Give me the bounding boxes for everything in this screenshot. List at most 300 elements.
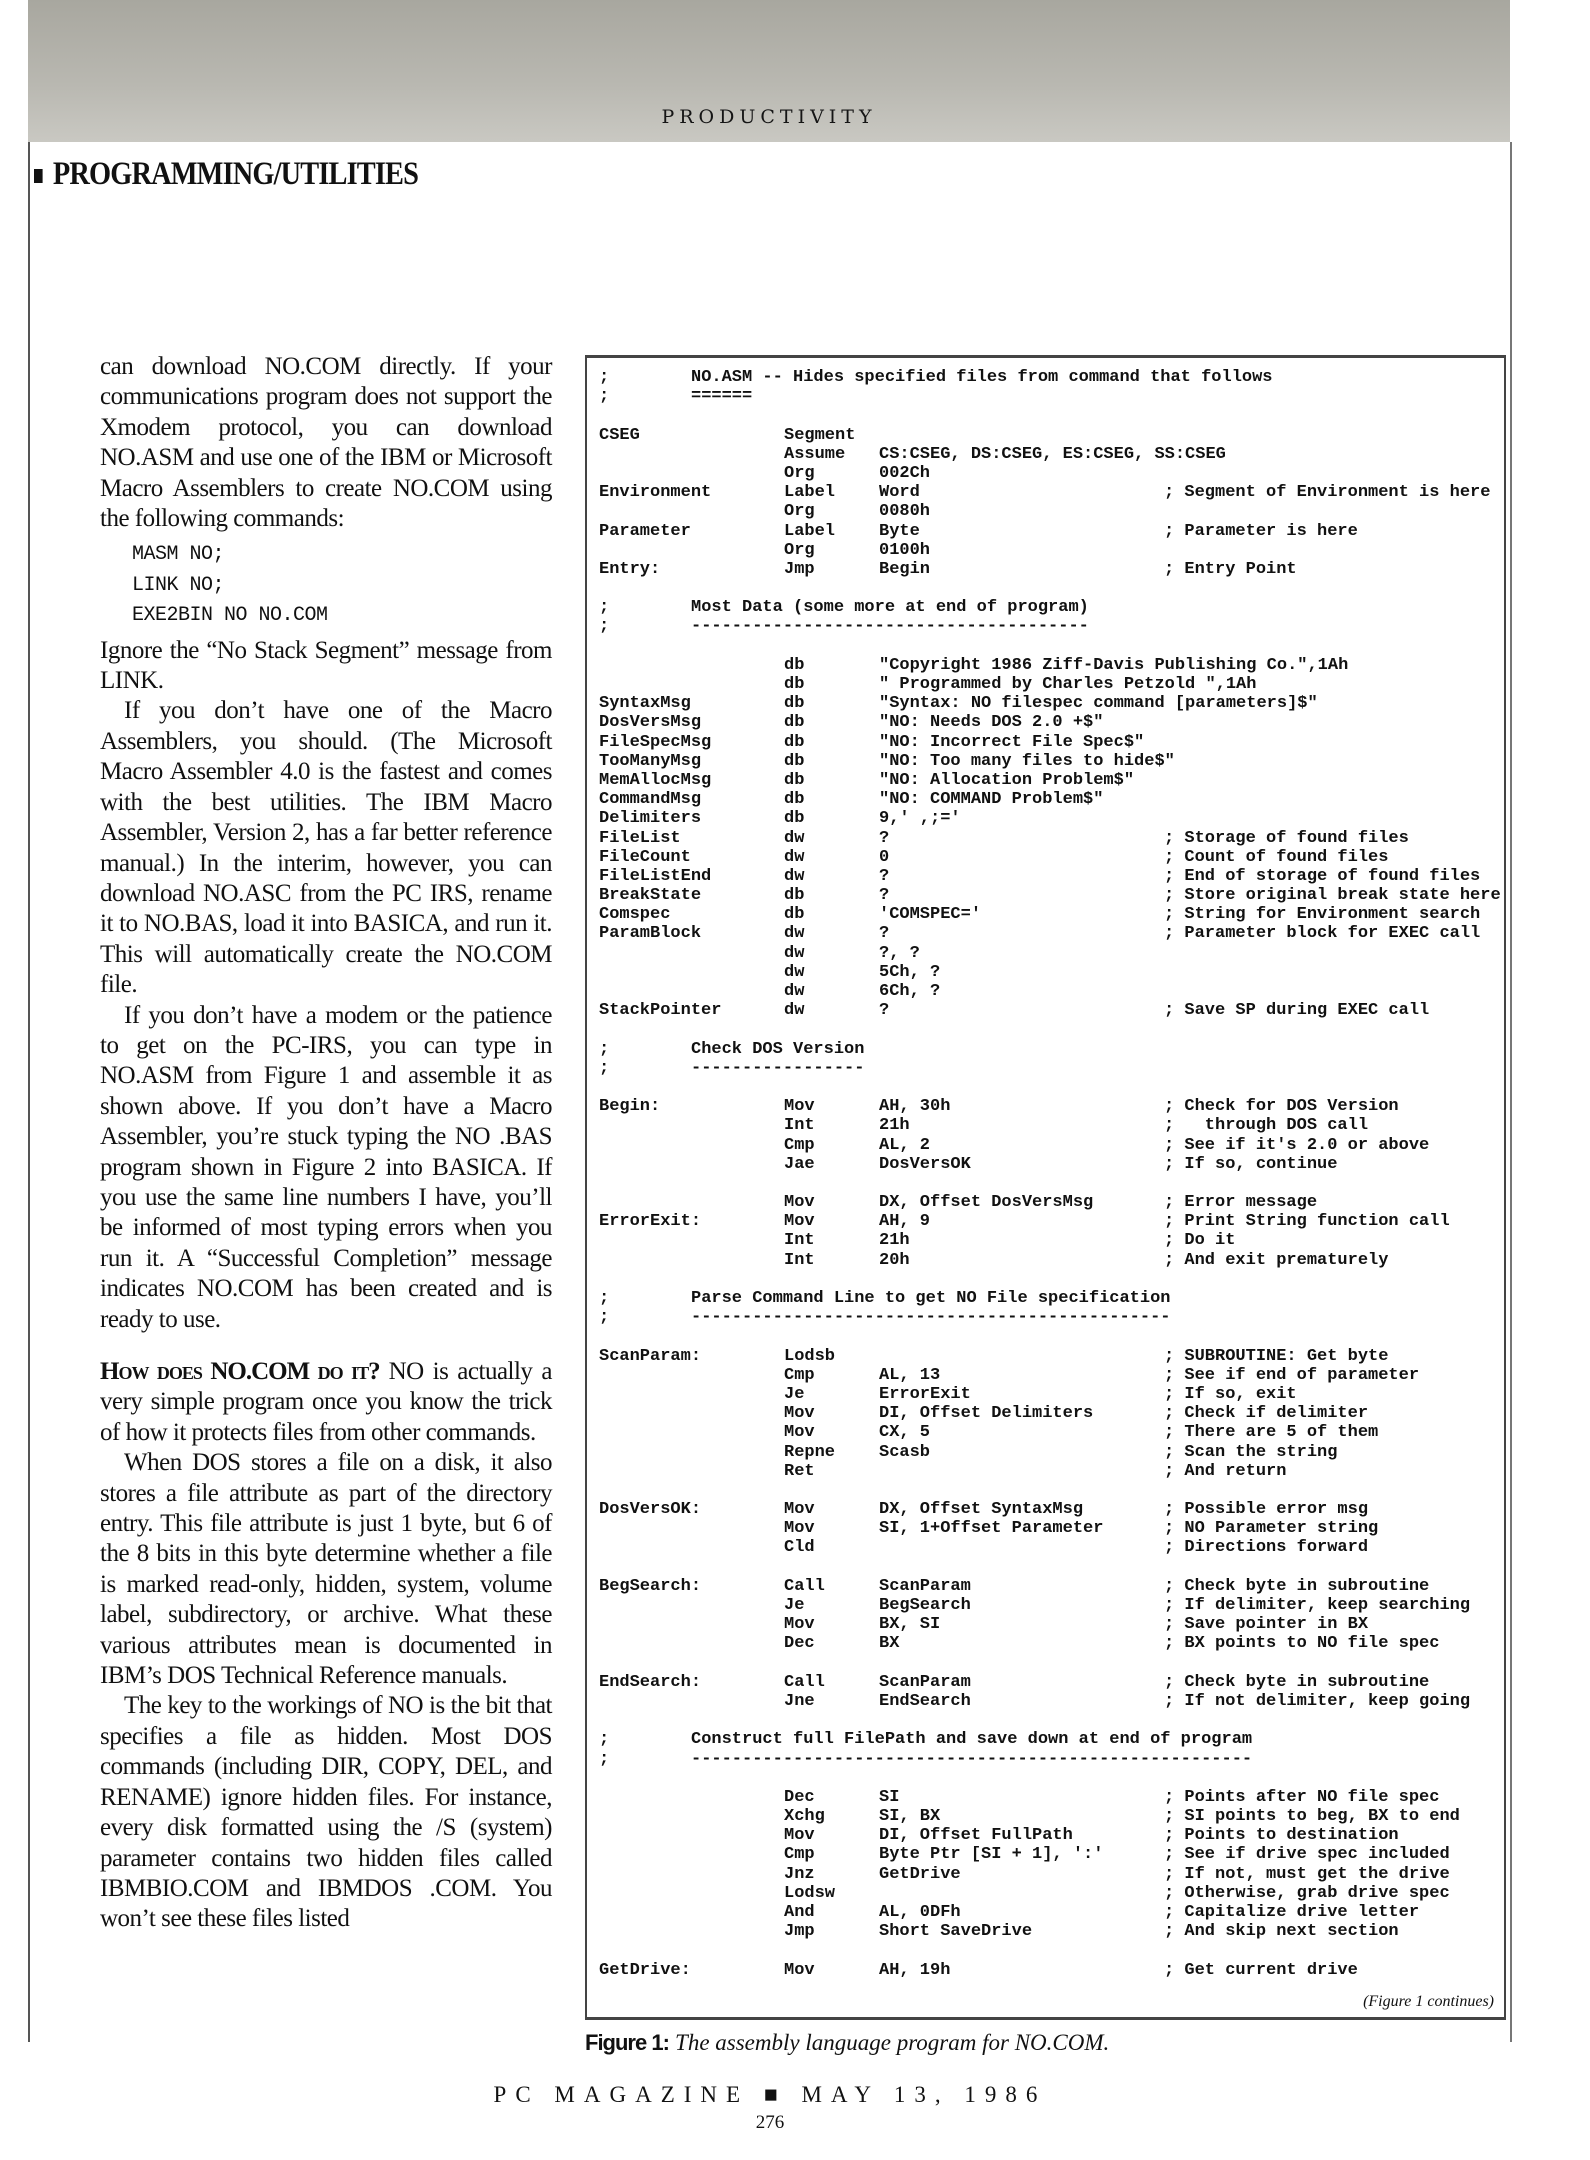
code-label: FileListEnd	[599, 866, 712, 886]
code-line	[599, 522, 1499, 541]
code-line	[599, 1020, 1499, 1039]
code-opcode: db	[784, 809, 805, 829]
code-line	[599, 1634, 1499, 1653]
code-opcode: db	[784, 675, 805, 694]
code-opcode: Cmp	[784, 1365, 815, 1385]
code-opcode: db	[784, 713, 805, 733]
code-opcode: Repne	[784, 1442, 836, 1462]
publication-footer: PC MAGAZINE ■ MAY 13, 1986	[493, 2082, 1047, 2107]
code-label: Delimiters	[599, 809, 702, 829]
code-opcode: Je	[784, 1596, 805, 1615]
code-operand: GetDrive	[879, 1864, 961, 1884]
code-section-text: ---------------------------------------	[691, 617, 1089, 637]
code-opcode: dw	[784, 847, 805, 867]
code-operand: "NO: COMMAND Problem$"	[879, 790, 1104, 810]
code-line	[599, 560, 1499, 579]
subheading: How does NO.COM do it?	[100, 1358, 380, 1385]
code-section-comment	[599, 1289, 1499, 1308]
code-line	[599, 1097, 1499, 1116]
code-label: ;	[599, 387, 610, 407]
code-opcode: Assume	[784, 444, 846, 464]
code-line	[599, 771, 1499, 790]
code-operand: 21h	[879, 1231, 910, 1251]
code-line	[599, 713, 1499, 732]
code-opcode: db	[784, 732, 805, 752]
code-comment: ; Points after NO file spec	[1164, 1787, 1440, 1807]
code-comment: ; Get current drive	[1164, 1960, 1358, 1980]
code-operand: BegSearch	[879, 1596, 971, 1615]
code-operand: SI, BX	[879, 1807, 941, 1827]
code-opcode: Mov	[784, 1826, 815, 1846]
code-operand: DosVersOK	[879, 1154, 971, 1174]
category-label: PROGRAMMING/UTILITIES	[52, 156, 419, 192]
code-opcode: Jmp	[784, 1922, 815, 1942]
code-section-comment	[599, 1308, 1499, 1327]
code-comment: ; Print String function call	[1164, 1212, 1450, 1232]
code-comment: ; End of storage of found files	[1164, 866, 1481, 886]
code-line	[599, 867, 1499, 886]
code-opcode: Mov	[784, 1423, 815, 1443]
code-operand: SI	[879, 1787, 900, 1807]
code-operand: "NO: Too many files to hide$"	[879, 751, 1175, 771]
code-operand: 'COMSPEC='	[879, 905, 982, 925]
code-line	[599, 1366, 1499, 1385]
code-line	[599, 1769, 1499, 1788]
paragraph: Ignore the “No Stack Segment” message from LINK.	[100, 636, 552, 695]
code-opcode: db	[784, 751, 805, 771]
code-section-text: Most Data (some more at end of program)	[691, 598, 1089, 618]
code-comment: ; See if it's 2.0 or above	[1164, 1135, 1430, 1155]
code-operand: DI, Offset Delimiters	[879, 1404, 1094, 1424]
code-label: GetDrive:	[599, 1960, 691, 1980]
code-operand: Short SaveDrive	[879, 1922, 1033, 1942]
code-line	[599, 1538, 1499, 1557]
code-operand: AH, 19h	[879, 1960, 951, 1980]
code-line	[599, 1116, 1499, 1135]
code-comment: ; NO Parameter string	[1164, 1519, 1379, 1539]
code-opcode: Jne	[784, 1691, 815, 1711]
figure-continues-note: (Figure 1 continues)	[1363, 1993, 1494, 2010]
code-line	[599, 656, 1499, 675]
code-label: ErrorExit:	[599, 1212, 702, 1232]
code-operand: Word	[879, 483, 920, 503]
code-operand: AL, 13	[879, 1365, 941, 1385]
code-line	[599, 1577, 1499, 1596]
code-section-comment	[599, 1730, 1499, 1749]
code-opcode: Call	[784, 1672, 825, 1692]
code-opcode: db	[784, 655, 805, 675]
code-comment: ; Do it	[1164, 1231, 1236, 1251]
code-comment: ; And exit prematurely	[1164, 1250, 1389, 1270]
code-operand: AL, 0DFh	[879, 1903, 961, 1922]
code-operand: CS:CSEG, DS:CSEG, ES:CSEG, SS:CSEG	[879, 444, 1226, 464]
code-comment: ; And skip next section	[1164, 1922, 1399, 1942]
code-operand: 21h	[879, 1116, 910, 1136]
code-opcode: Mov	[784, 1212, 815, 1232]
code-comment: ; See if drive spec included	[1164, 1845, 1450, 1865]
code-comment: ; Scan the string	[1164, 1442, 1338, 1462]
code-line	[599, 464, 1499, 483]
code-section-text: Check DOS Version	[691, 1039, 865, 1059]
code-operand: 6Ch, ?	[879, 982, 941, 1001]
paragraph: If you don’t have a modem or the patience to get on the PC-IRS, you can type in NO.ASM from Figure 1 and assemble it as shown above. If you don’t have a Macro Assembler, you’re stuck typing the NO .BAS program shown in Figure 2 into BASICA. If you use the same line numbers I have, you’ll be informed of most typing errors when you run it. A “Successful Completion” message indicates NO.COM has been created and is ready to use.	[100, 1001, 552, 1333]
code-section-comment	[599, 1750, 1499, 1769]
code-label: StackPointer	[599, 1001, 722, 1021]
code-comment: ; Count of found files	[1164, 847, 1389, 867]
code-comment: ; Possible error msg	[1164, 1500, 1369, 1520]
code-opcode: dw	[784, 828, 805, 848]
code-section-comment	[599, 617, 1499, 636]
code-line	[599, 694, 1499, 713]
code-opcode: Org	[784, 502, 815, 522]
code-line	[599, 1596, 1499, 1615]
article-column	[100, 352, 552, 1935]
code-line	[599, 502, 1499, 521]
code-line	[599, 1347, 1499, 1366]
code-opcode: db	[784, 790, 805, 810]
code-line	[599, 1615, 1499, 1634]
code-line	[599, 1884, 1499, 1903]
code-opcode: Mov	[784, 1960, 815, 1980]
category-heading	[34, 156, 418, 193]
code-line	[599, 1136, 1499, 1155]
code-operand: AL, 2	[879, 1135, 931, 1155]
code-line	[599, 1865, 1499, 1884]
code-opcode: Mov	[784, 1404, 815, 1424]
code-comment: ; Save pointer in BX	[1164, 1615, 1369, 1635]
code-operand: EndSearch	[879, 1691, 971, 1711]
code-line	[599, 886, 1499, 905]
code-line	[599, 809, 1499, 828]
code-comment: ; SUBROUTINE: Get byte	[1164, 1346, 1389, 1366]
figure-caption	[585, 2030, 1109, 2056]
code-label: BreakState	[599, 886, 702, 906]
code-line	[599, 579, 1499, 598]
code-label: DosVersMsg	[599, 713, 702, 733]
code-opcode: Xchg	[784, 1807, 825, 1827]
code-opcode: Je	[784, 1384, 805, 1404]
code-comment: ; If not, must get the drive	[1164, 1864, 1450, 1884]
code-opcode: Cmp	[784, 1845, 815, 1865]
command-list	[100, 540, 552, 631]
code-label: ;	[599, 1058, 610, 1078]
section-header-band	[28, 0, 1510, 142]
code-operand: 0100h	[879, 540, 931, 560]
code-section-text: ======	[691, 387, 753, 407]
paragraph: can download NO.COM directly. If your communications program does not support the Xmodem protocol, you can download NO.ASM and use one of the IBM or Microsoft Macro Assemblers to create NO.COM using the following commands:	[100, 353, 552, 533]
code-label: FileCount	[599, 847, 691, 867]
code-label: ;	[599, 1039, 610, 1059]
code-operand: "Copyright 1986 Ziff-Davis Publishing Co.",1Ah	[879, 655, 1349, 675]
code-opcode: Int	[784, 1231, 815, 1251]
bullet-square-icon	[34, 169, 43, 183]
code-line	[599, 426, 1499, 445]
code-line	[599, 1385, 1499, 1404]
code-operand: DI, Offset FullPath	[879, 1826, 1073, 1846]
code-opcode: dw	[784, 982, 805, 1001]
code-operand: 20h	[879, 1250, 910, 1270]
code-opcode: And	[784, 1903, 815, 1922]
code-listing-figure	[585, 355, 1506, 2020]
code-comment: ; Points to destination	[1164, 1826, 1399, 1846]
code-operand: ?	[879, 924, 890, 944]
code-line	[599, 445, 1499, 464]
code-line	[599, 406, 1499, 425]
code-line	[599, 1212, 1499, 1231]
code-opcode: Label	[784, 483, 836, 503]
code-comment: ; Parameter is here	[1164, 521, 1358, 541]
code-comment: ; Entry Point	[1164, 559, 1297, 579]
code-opcode: Org	[784, 463, 815, 483]
code-line	[599, 1155, 1499, 1174]
code-operand: BX	[879, 1634, 900, 1654]
code-opcode: Int	[784, 1250, 815, 1270]
code-line	[599, 1231, 1499, 1250]
code-line	[599, 1807, 1499, 1826]
code-line	[599, 790, 1499, 809]
code-opcode: Jnz	[784, 1864, 815, 1884]
code-comment: ; Error message	[1164, 1193, 1318, 1213]
code-opcode: Dec	[784, 1787, 815, 1807]
code-operand: AH, 9	[879, 1212, 931, 1232]
code-label: FileList	[599, 828, 681, 848]
code-operand: DX, Offset DosVersMsg	[879, 1193, 1094, 1213]
code-section-text: Parse Command Line to get NO File specification	[691, 1289, 1171, 1308]
code-operand: "NO: Incorrect File Spec$"	[879, 732, 1145, 752]
code-opcode: dw	[784, 943, 805, 963]
code-section-text: -----------------	[691, 1058, 865, 1078]
code-line	[599, 1654, 1499, 1673]
code-label: DosVersOK:	[599, 1500, 702, 1520]
code-operand: ?	[879, 866, 890, 886]
code-opcode: Call	[784, 1576, 825, 1596]
code-opcode: dw	[784, 866, 805, 886]
code-line	[599, 1270, 1499, 1289]
code-line	[599, 1903, 1499, 1922]
code-label: Entry:	[599, 559, 661, 579]
code-label: CSEG	[599, 425, 640, 445]
code-comment: ; Check byte in subroutine	[1164, 1576, 1430, 1596]
code-comment: ; Storage of found files	[1164, 828, 1409, 848]
code-section-comment	[599, 598, 1499, 617]
code-comment: ; See if end of parameter	[1164, 1365, 1420, 1385]
code-operand: DX, Offset SyntaxMsg	[879, 1500, 1084, 1520]
code-line	[599, 982, 1499, 1001]
code-line	[599, 1673, 1499, 1692]
code-line	[599, 1251, 1499, 1270]
code-operand: Byte Ptr [SI + 1], ':'	[879, 1845, 1104, 1865]
code-label: ;	[599, 1730, 610, 1750]
code-operand: Byte	[879, 521, 920, 541]
code-section-comment	[599, 1040, 1499, 1059]
code-opcode: Segment	[784, 425, 856, 445]
code-comment: ; And return	[1164, 1461, 1287, 1481]
code-operand: AH, 30h	[879, 1097, 951, 1117]
code-operand: 0	[879, 847, 890, 867]
code-comment: ; BX points to NO file spec	[1164, 1634, 1440, 1654]
code-label: ;	[599, 1289, 610, 1308]
code-operand: "NO: Allocation Problem$"	[879, 770, 1135, 790]
command: LINK NO;	[132, 573, 225, 597]
command: EXE2BIN NO NO.COM	[132, 604, 328, 628]
code-opcode: Mov	[784, 1500, 815, 1520]
code-comment: ; Parameter block for EXEC call	[1164, 924, 1481, 944]
code-label: ;	[599, 598, 610, 618]
code-comment: ; Save SP during EXEC call	[1164, 1001, 1430, 1021]
code-label: ;	[599, 1308, 610, 1328]
code-line	[599, 1826, 1499, 1845]
code-comment: ; Otherwise, grab drive spec	[1164, 1883, 1450, 1903]
code-line	[599, 675, 1499, 694]
code-line	[599, 963, 1499, 982]
subhead-paragraph	[100, 1357, 552, 1448]
code-opcode: Mov	[784, 1097, 815, 1117]
paragraph: If you don’t have one of the Macro Assemblers, you should. (The Microsoft Macro Assembler 4.0 is the fastest and comes with the best utilities. The IBM Macro Assembler, Version 2, has a far better reference manual.) In the interim, however, you can download NO.ASC from the PC IRS, rename it to NO.BAS, load it into BASICA, and run it. This will automatically create the NO.COM file.	[100, 697, 552, 999]
code-opcode: Cld	[784, 1538, 815, 1558]
code-line	[599, 1174, 1499, 1193]
code-label: EndSearch:	[599, 1672, 702, 1692]
code-line	[599, 1788, 1499, 1807]
code-comment: ; String for Environment search	[1164, 905, 1481, 925]
code-line	[599, 1193, 1499, 1212]
code-comment: ; Check if delimiter	[1164, 1404, 1369, 1424]
code-comment: ; There are 5 of them	[1164, 1423, 1379, 1443]
code-line	[599, 1404, 1499, 1423]
code-label: Parameter	[599, 521, 691, 541]
code-operand: ?, ?	[879, 943, 920, 963]
code-opcode: Lodsw	[784, 1883, 836, 1903]
code-opcode: Int	[784, 1116, 815, 1136]
code-operand: 002Ch	[879, 463, 931, 483]
code-line	[599, 1443, 1499, 1462]
code-operand: Begin	[879, 559, 931, 579]
code-opcode: Ret	[784, 1461, 815, 1481]
code-comment: ; If so, continue	[1164, 1154, 1338, 1174]
code-operand: ErrorExit	[879, 1384, 971, 1404]
command: MASM NO;	[132, 543, 225, 567]
code-comment: ; Store original break state here	[1164, 886, 1501, 906]
code-comment: ; Directions forward	[1164, 1538, 1369, 1558]
code-line	[599, 1941, 1499, 1960]
code-comment: ; Check byte in subroutine	[1164, 1672, 1430, 1692]
code-opcode: dw	[784, 924, 805, 944]
code-operand: ?	[879, 828, 890, 848]
code-section-comment	[599, 368, 1499, 387]
code-line	[599, 637, 1499, 656]
code-label: ;	[599, 617, 610, 637]
code-label: FileSpecMsg	[599, 732, 712, 752]
code-line	[599, 1961, 1499, 1980]
code-line	[599, 1922, 1499, 1941]
code-section-text: -----------------------------------------------	[691, 1308, 1171, 1328]
code-label: BegSearch:	[599, 1576, 702, 1596]
code-comment: ; through DOS call	[1164, 1116, 1369, 1136]
paragraph: When DOS stores a file on a disk, it also stores a file attribute as part of the directory entry. This file attribute is just 1 byte, but 6 of the 8 bits in this byte determine whether a file is marked read-only, hidden, system, volume label, subdirectory, or archive. What these various attributes mean is documented in IBM’s DOS Technical Reference manuals.	[100, 1449, 552, 1690]
code-operand: SI, 1+Offset Parameter	[879, 1519, 1104, 1539]
code-listing	[599, 368, 1499, 1980]
code-line	[599, 752, 1499, 771]
code-comment: ; Segment of Environment is here	[1164, 483, 1491, 503]
code-opcode: db	[784, 770, 805, 790]
code-label: Begin:	[599, 1097, 661, 1117]
code-opcode: db	[784, 886, 805, 906]
code-comment: ; If not delimiter, keep going	[1164, 1691, 1471, 1711]
code-label: SyntaxMsg	[599, 694, 691, 714]
code-label: ParamBlock	[599, 924, 702, 944]
code-line	[599, 1078, 1499, 1097]
code-operand: ScanParam	[879, 1672, 971, 1692]
code-label: ;	[599, 368, 610, 387]
code-line	[599, 1711, 1499, 1730]
code-line	[599, 829, 1499, 848]
code-opcode: Lodsb	[784, 1346, 836, 1366]
code-label: MemAllocMsg	[599, 770, 712, 790]
code-opcode: Jae	[784, 1154, 815, 1174]
code-operand: 5Ch, ?	[879, 962, 941, 982]
code-comment: ; SI points to beg, BX to end	[1164, 1807, 1460, 1827]
code-section-text: -------------------------------------------------------	[691, 1749, 1253, 1769]
paragraph-text: NO is actually a very simple program once you know the trick of how it protects files from other commands.	[100, 1358, 552, 1446]
code-line	[599, 848, 1499, 867]
code-line	[599, 905, 1499, 924]
code-operand: ?	[879, 886, 890, 906]
code-opcode: Mov	[784, 1193, 815, 1213]
code-operand: 0080h	[879, 502, 931, 522]
code-line	[599, 1692, 1499, 1711]
code-opcode: Mov	[784, 1519, 815, 1539]
code-line	[599, 1423, 1499, 1442]
code-operand: " Programmed by Charles Petzold ",1Ah	[879, 675, 1257, 694]
code-opcode: Org	[784, 540, 815, 560]
code-label: Comspec	[599, 905, 671, 925]
caption-text: The assembly language program for NO.COM.	[675, 2030, 1110, 2055]
code-line	[599, 1845, 1499, 1864]
code-line	[599, 1500, 1499, 1519]
code-opcode: Cmp	[784, 1135, 815, 1155]
code-line	[599, 1327, 1499, 1346]
code-line	[599, 944, 1499, 963]
code-operand: 9,' ,;='	[879, 809, 961, 829]
code-label: ScanParam:	[599, 1346, 702, 1366]
code-opcode: Dec	[784, 1634, 815, 1654]
code-opcode: dw	[784, 1001, 805, 1021]
code-section-comment	[599, 387, 1499, 406]
code-label: CommandMsg	[599, 790, 702, 810]
caption-label: Figure 1:	[585, 2030, 669, 2055]
code-opcode: Jmp	[784, 559, 815, 579]
code-label: TooManyMsg	[599, 751, 702, 771]
code-label: ;	[599, 1749, 610, 1769]
page-number: 276	[755, 2112, 785, 2133]
code-line	[599, 1462, 1499, 1481]
code-operand: "Syntax: NO filespec command [parameters]$"	[879, 694, 1318, 714]
paragraph: The key to the workings of NO is the bit that specifies a file as hidden. Most DOS commands (including DIR, COPY, DEL, and RENAME) ignore hidden files. For instance, every disk formatted using the /S (system) parameter contains two hidden files called IBMBIO.COM and IBMDOS .COM. You won’t see these files listed	[100, 1692, 552, 1933]
code-section-comment	[599, 1059, 1499, 1078]
code-line	[599, 1001, 1499, 1020]
code-line	[599, 483, 1499, 502]
code-comment: ; Check for DOS Version	[1164, 1097, 1399, 1117]
code-line	[599, 1481, 1499, 1500]
code-line	[599, 924, 1499, 943]
code-line	[599, 1519, 1499, 1538]
code-operand: Scasb	[879, 1442, 931, 1462]
code-opcode: Mov	[784, 1615, 815, 1635]
code-line	[599, 1558, 1499, 1577]
code-section-text: NO.ASM -- Hides specified files from command that follows	[691, 368, 1273, 387]
code-opcode: Label	[784, 521, 836, 541]
code-comment: ; If delimiter, keep searching	[1164, 1596, 1471, 1615]
code-operand: BX, SI	[879, 1615, 941, 1635]
